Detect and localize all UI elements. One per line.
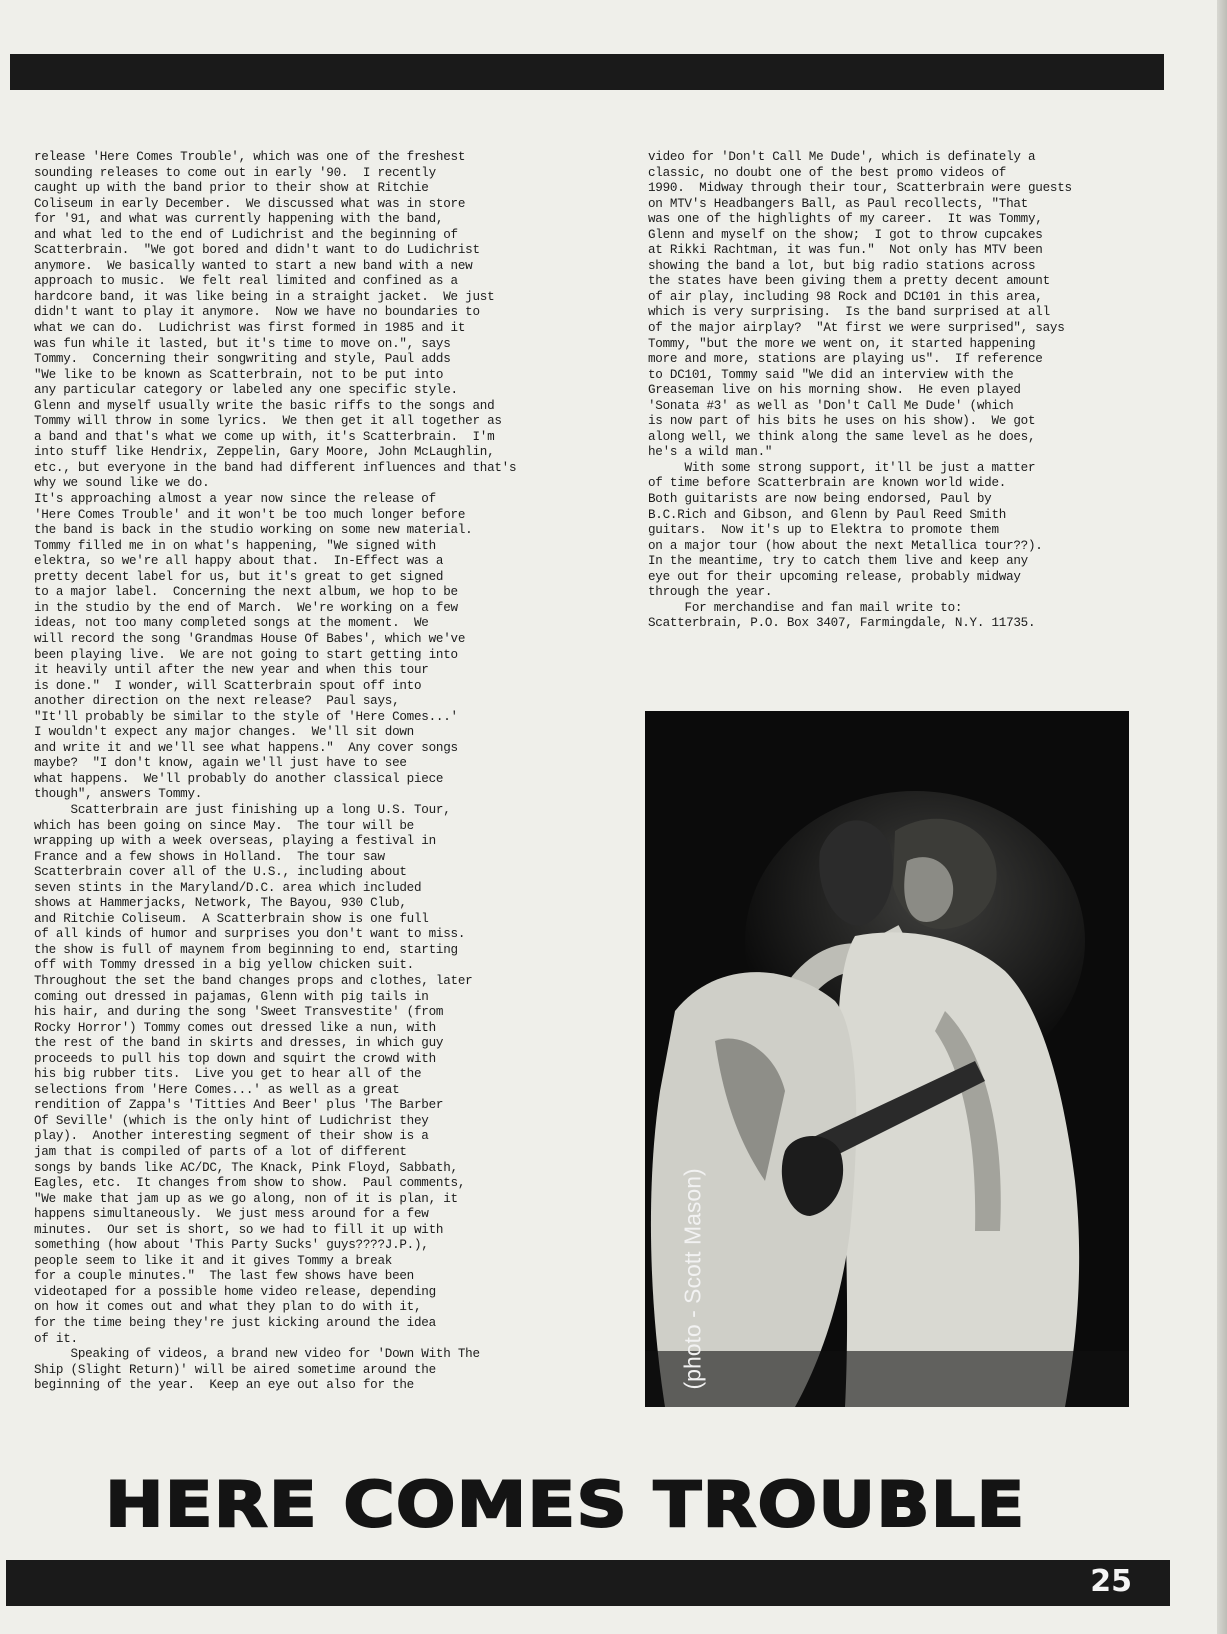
- article-text-line: "It'll probably be similar to the style of 'Here Comes...': [34, 709, 458, 724]
- article-text-line: Tommy, "but the more we went on, it started happening: [648, 336, 1036, 351]
- article-text-line: eye out for their upcoming release, probably midway: [648, 569, 1021, 584]
- article-text-line: For merchandise and fan mail write to:: [648, 600, 963, 615]
- article-text-line: is now part of his bits he uses on his show). We got: [648, 414, 1036, 429]
- article-text-line: "We like to be known as Scatterbrain, not to be put into: [34, 367, 444, 382]
- article-text-line: pretty decent label for us, but it's great to get signed: [34, 569, 444, 584]
- article-text-line: is done." I wonder, will Scatterbrain spout off into: [34, 678, 422, 693]
- article-text-line: in the studio by the end of March. We're working on a few: [34, 600, 458, 615]
- article-text-line: on a major tour (how about the next Metallica tour??).: [648, 538, 1043, 553]
- article-text-line: seven stints in the Maryland/D.C. area which included: [34, 880, 422, 895]
- article-text-line: another direction on the next release? Paul says,: [34, 694, 400, 709]
- article-text-line: maybe? "I don't know, again we'll just have to see: [34, 756, 407, 771]
- article-text-line: the states have been giving them a pretty decent amount: [648, 274, 1050, 289]
- article-text-line: Glenn and myself usually write the basic riffs to the songs and: [34, 398, 495, 413]
- article-text-line: he's a wild man.": [648, 445, 773, 460]
- article-text-line: his big rubber tits. Live you get to hear all of the: [34, 1067, 422, 1082]
- article-text-line: wrapping up with a week overseas, playing a festival in: [34, 834, 436, 849]
- article-text-line: Scatterbrain, P.O. Box 3407, Farmingdale, N.Y. 11735.: [648, 616, 1036, 631]
- article-text-line: it heavily until after the new year and when this tour: [34, 663, 429, 678]
- article-text-line: Scatterbrain. "We got bored and didn't want to do Ludichrist: [34, 243, 480, 258]
- article-text-line: play). Another interesting segment of their show is a: [34, 1129, 429, 1144]
- article-text-line: been playing live. We are not going to start getting into: [34, 647, 458, 662]
- article-text-line: Speaking of videos, a brand new video for 'Down With The: [34, 1347, 480, 1362]
- article-text-line: In the meantime, try to catch them live and keep any: [648, 554, 1028, 569]
- article-text-line: on how it comes out and what they plan to do with it,: [34, 1300, 422, 1315]
- article-text-line: which has been going on since May. The tour will be: [34, 818, 414, 833]
- article-text-line: shows at Hammerjacks, Network, The Bayou, 930 Club,: [34, 896, 407, 911]
- article-headline: HERE COMES TROUBLE: [105, 1468, 1026, 1541]
- article-text-line: on MTV's Headbangers Ball, as Paul recollects, "That: [648, 196, 1028, 211]
- article-text-line: something (how about 'This Party Sucks' guys????J.P.),: [34, 1238, 429, 1253]
- article-text-line: B.C.Rich and Gibson, and Glenn by Paul Reed Smith: [648, 507, 1007, 522]
- article-text-line: "We make that jam up as we go along, non of it is plan, it: [34, 1191, 458, 1206]
- article-text-line: classic, no doubt one of the best promo videos of: [648, 165, 1007, 180]
- article-text-line: 1990. Midway through their tour, Scatterbrain were guests: [648, 181, 1072, 196]
- article-text-line: Coliseum in early December. We discussed what was in store: [34, 196, 466, 211]
- article-text-line: was one of the highlights of my career. It was Tommy,: [648, 212, 1043, 227]
- article-text-line: and what led to the end of Ludichrist and the beginning of: [34, 227, 458, 242]
- article-text-line: at Rikki Rachtman, it was fun." Not only has MTV been: [648, 243, 1043, 258]
- page-number: 25: [1090, 1564, 1132, 1599]
- article-text-line: Rocky Horror') Tommy comes out dressed like a nun, with: [34, 1020, 436, 1035]
- concert-photo-image: [645, 711, 1129, 1407]
- article-text-line: Tommy will throw in some lyrics. We then get it all together as: [34, 414, 502, 429]
- article-text-line: will record the song 'Grandmas House Of Babes', which we've: [34, 631, 466, 646]
- article-text-line: Tommy. Concerning their songwriting and style, Paul adds: [34, 352, 451, 367]
- article-text-line: 'Sonata #3' as well as 'Don't Call Me Dude' (which: [648, 398, 1014, 413]
- article-text-line: happens simultaneously. We just mess around for a few: [34, 1207, 429, 1222]
- article-text-line: jam that is compiled of parts of a lot of different: [34, 1145, 407, 1159]
- article-text-line: more and more, stations are playing us". If reference: [648, 352, 1043, 367]
- article-text-line: videotaped for a possible home video release, depending: [34, 1284, 436, 1299]
- article-text-line: Scatterbrain are just finishing up a long U.S. Tour,: [34, 802, 451, 817]
- article-text-line: Ship (Slight Return)' will be aired sometime around the: [34, 1362, 436, 1377]
- article-text-line: of it.: [34, 1331, 78, 1346]
- article-text-line: though", answers Tommy.: [34, 787, 203, 802]
- article-text-line: Of Seville' (which is the only hint of Ludichrist they: [34, 1113, 429, 1128]
- bottom-banner-bar: [6, 1560, 1170, 1606]
- article-text-line: the rest of the band in skirts and dresses, in which guy: [34, 1036, 444, 1051]
- article-text-line: Throughout the set the band changes props and clothes, later: [34, 973, 473, 988]
- article-text-line: sounding releases to come out in early '90. I recently: [34, 165, 436, 180]
- article-text-line: elektra, so we're all happy about that. In-Effect was a: [34, 554, 444, 569]
- article-text-line: release 'Here Comes Trouble', which was one of the freshest: [34, 150, 466, 164]
- article-text-line: to a major label. Concerning the next album, we hop to be: [34, 585, 458, 600]
- article-text-line: video for 'Don't Call Me Dude', which is definately a: [648, 150, 1036, 164]
- article-text-line: I wouldn't expect any major changes. We'll sit down: [34, 725, 414, 740]
- article-right-column: [648, 150, 1128, 632]
- article-text-line: into stuff like Hendrix, Zeppelin, Gary Moore, John McLaughlin,: [34, 445, 495, 460]
- article-text-line: through the year.: [648, 585, 773, 600]
- article-text-line: proceeds to pull his top down and squirt the crowd with: [34, 1051, 436, 1066]
- article-text-line: Glenn and myself on the show; I got to throw cupcakes: [648, 227, 1043, 242]
- article-text-line: off with Tommy dressed in a big yellow chicken suit.: [34, 958, 414, 973]
- photo-credit: (photo - Scott Mason): [679, 1168, 706, 1390]
- article-text-line: France and a few shows in Holland. The tour saw: [34, 849, 385, 864]
- article-text-line: etc., but everyone in the band had different influences and that's: [34, 460, 517, 475]
- article-text-line: It's approaching almost a year now since the release of: [34, 492, 436, 507]
- article-text-line: for '91, and what was currently happening with the band,: [34, 212, 444, 227]
- article-text-line: guitars. Now it's up to Elektra to promote them: [648, 523, 999, 538]
- article-text-line: which is very surprising. Is the band surprised at all: [648, 305, 1050, 320]
- article-text-line: With some strong support, it'll be just a matter: [648, 460, 1036, 475]
- article-text-line: 'Here Comes Trouble' and it won't be too much longer before: [34, 507, 466, 522]
- article-text-line: what happens. We'll probably do another classical piece: [34, 771, 444, 786]
- article-text-line: didn't want to play it anymore. Now we have no boundaries to: [34, 305, 480, 320]
- article-text-line: Eagles, etc. It changes from show to show. Paul comments,: [34, 1176, 466, 1191]
- article-text-line: of all kinds of humor and surprises you don't want to miss.: [34, 927, 466, 942]
- article-left-column: [34, 150, 574, 1394]
- article-text-line: people seem to like it and it gives Tommy a break: [34, 1253, 393, 1268]
- article-text-line: why we sound like we do.: [34, 476, 210, 491]
- article-text-line: for the time being they're just kicking around the idea: [34, 1316, 436, 1331]
- article-text-line: songs by bands like AC/DC, The Knack, Pink Floyd, Sabbath,: [34, 1160, 458, 1175]
- article-text-line: was fun while it lasted, but it's time to move on.", says: [34, 336, 451, 351]
- article-text-line: the band is back in the studio working on some new material.: [34, 523, 473, 538]
- article-text-line: the show is full of maynem from beginning to end, starting: [34, 942, 458, 957]
- page-edge-shadow: [1217, 0, 1227, 1634]
- article-text-line: Scatterbrain cover all of the U.S., including about: [34, 865, 407, 880]
- article-text-line: showing the band a lot, but big radio stations across: [648, 258, 1036, 273]
- article-text-line: hardcore band, it was like being in a straight jacket. We just: [34, 289, 495, 304]
- article-text-line: a band and that's what we come up with, it's Scatterbrain. I'm: [34, 429, 495, 444]
- article-text-line: to DC101, Tommy said "We did an interview with the: [648, 367, 1014, 382]
- article-text-line: and write it and we'll see what happens." Any cover songs: [34, 740, 458, 755]
- article-text-line: ideas, not too many completed songs at the moment. We: [34, 616, 429, 631]
- article-text-line: selections from 'Here Comes...' as well as a great: [34, 1082, 400, 1097]
- article-text-line: what we can do. Ludichrist was first formed in 1985 and it: [34, 321, 466, 336]
- article-text-line: and Ritchie Coliseum. A Scatterbrain show is one full: [34, 911, 429, 926]
- article-text-line: minutes. Our set is short, so we had to fill it up with: [34, 1222, 444, 1237]
- article-text-line: coming out dressed in pajamas, Glenn with pig tails in: [34, 989, 429, 1004]
- article-text-line: of the major airplay? "At first we were surprised", says: [648, 321, 1065, 336]
- article-text-line: for a couple minutes." The last few shows have been: [34, 1269, 414, 1284]
- article-text-line: caught up with the band prior to their show at Ritchie: [34, 181, 429, 196]
- article-text-line: rendition of Zappa's 'Titties And Beer' plus 'The Barber: [34, 1098, 444, 1113]
- article-text-line: his hair, and during the song 'Sweet Transvestite' (from: [34, 1005, 444, 1020]
- article-text-line: beginning of the year. Keep an eye out also for the: [34, 1378, 414, 1393]
- top-banner-bar: [10, 54, 1164, 90]
- article-text-line: anymore. We basically wanted to start a new band with a new: [34, 258, 473, 273]
- article-text-line: Tommy filled me in on what's happening, "We signed with: [34, 538, 436, 553]
- concert-photo: [645, 711, 1129, 1407]
- article-text-line: of time before Scatterbrain are known world wide.: [648, 476, 1007, 491]
- article-text-line: approach to music. We felt real limited and confined as a: [34, 274, 458, 289]
- article-text-line: Greaseman live on his morning show. He even played: [648, 383, 1021, 398]
- article-text-line: of air play, including 98 Rock and DC101 in this area,: [648, 289, 1043, 304]
- article-text-line: along well, we think along the same level as he does,: [648, 429, 1036, 444]
- article-text-line: Both guitarists are now being endorsed, Paul by: [648, 492, 992, 507]
- article-text-line: any particular category or labeled any one specific style.: [34, 383, 458, 398]
